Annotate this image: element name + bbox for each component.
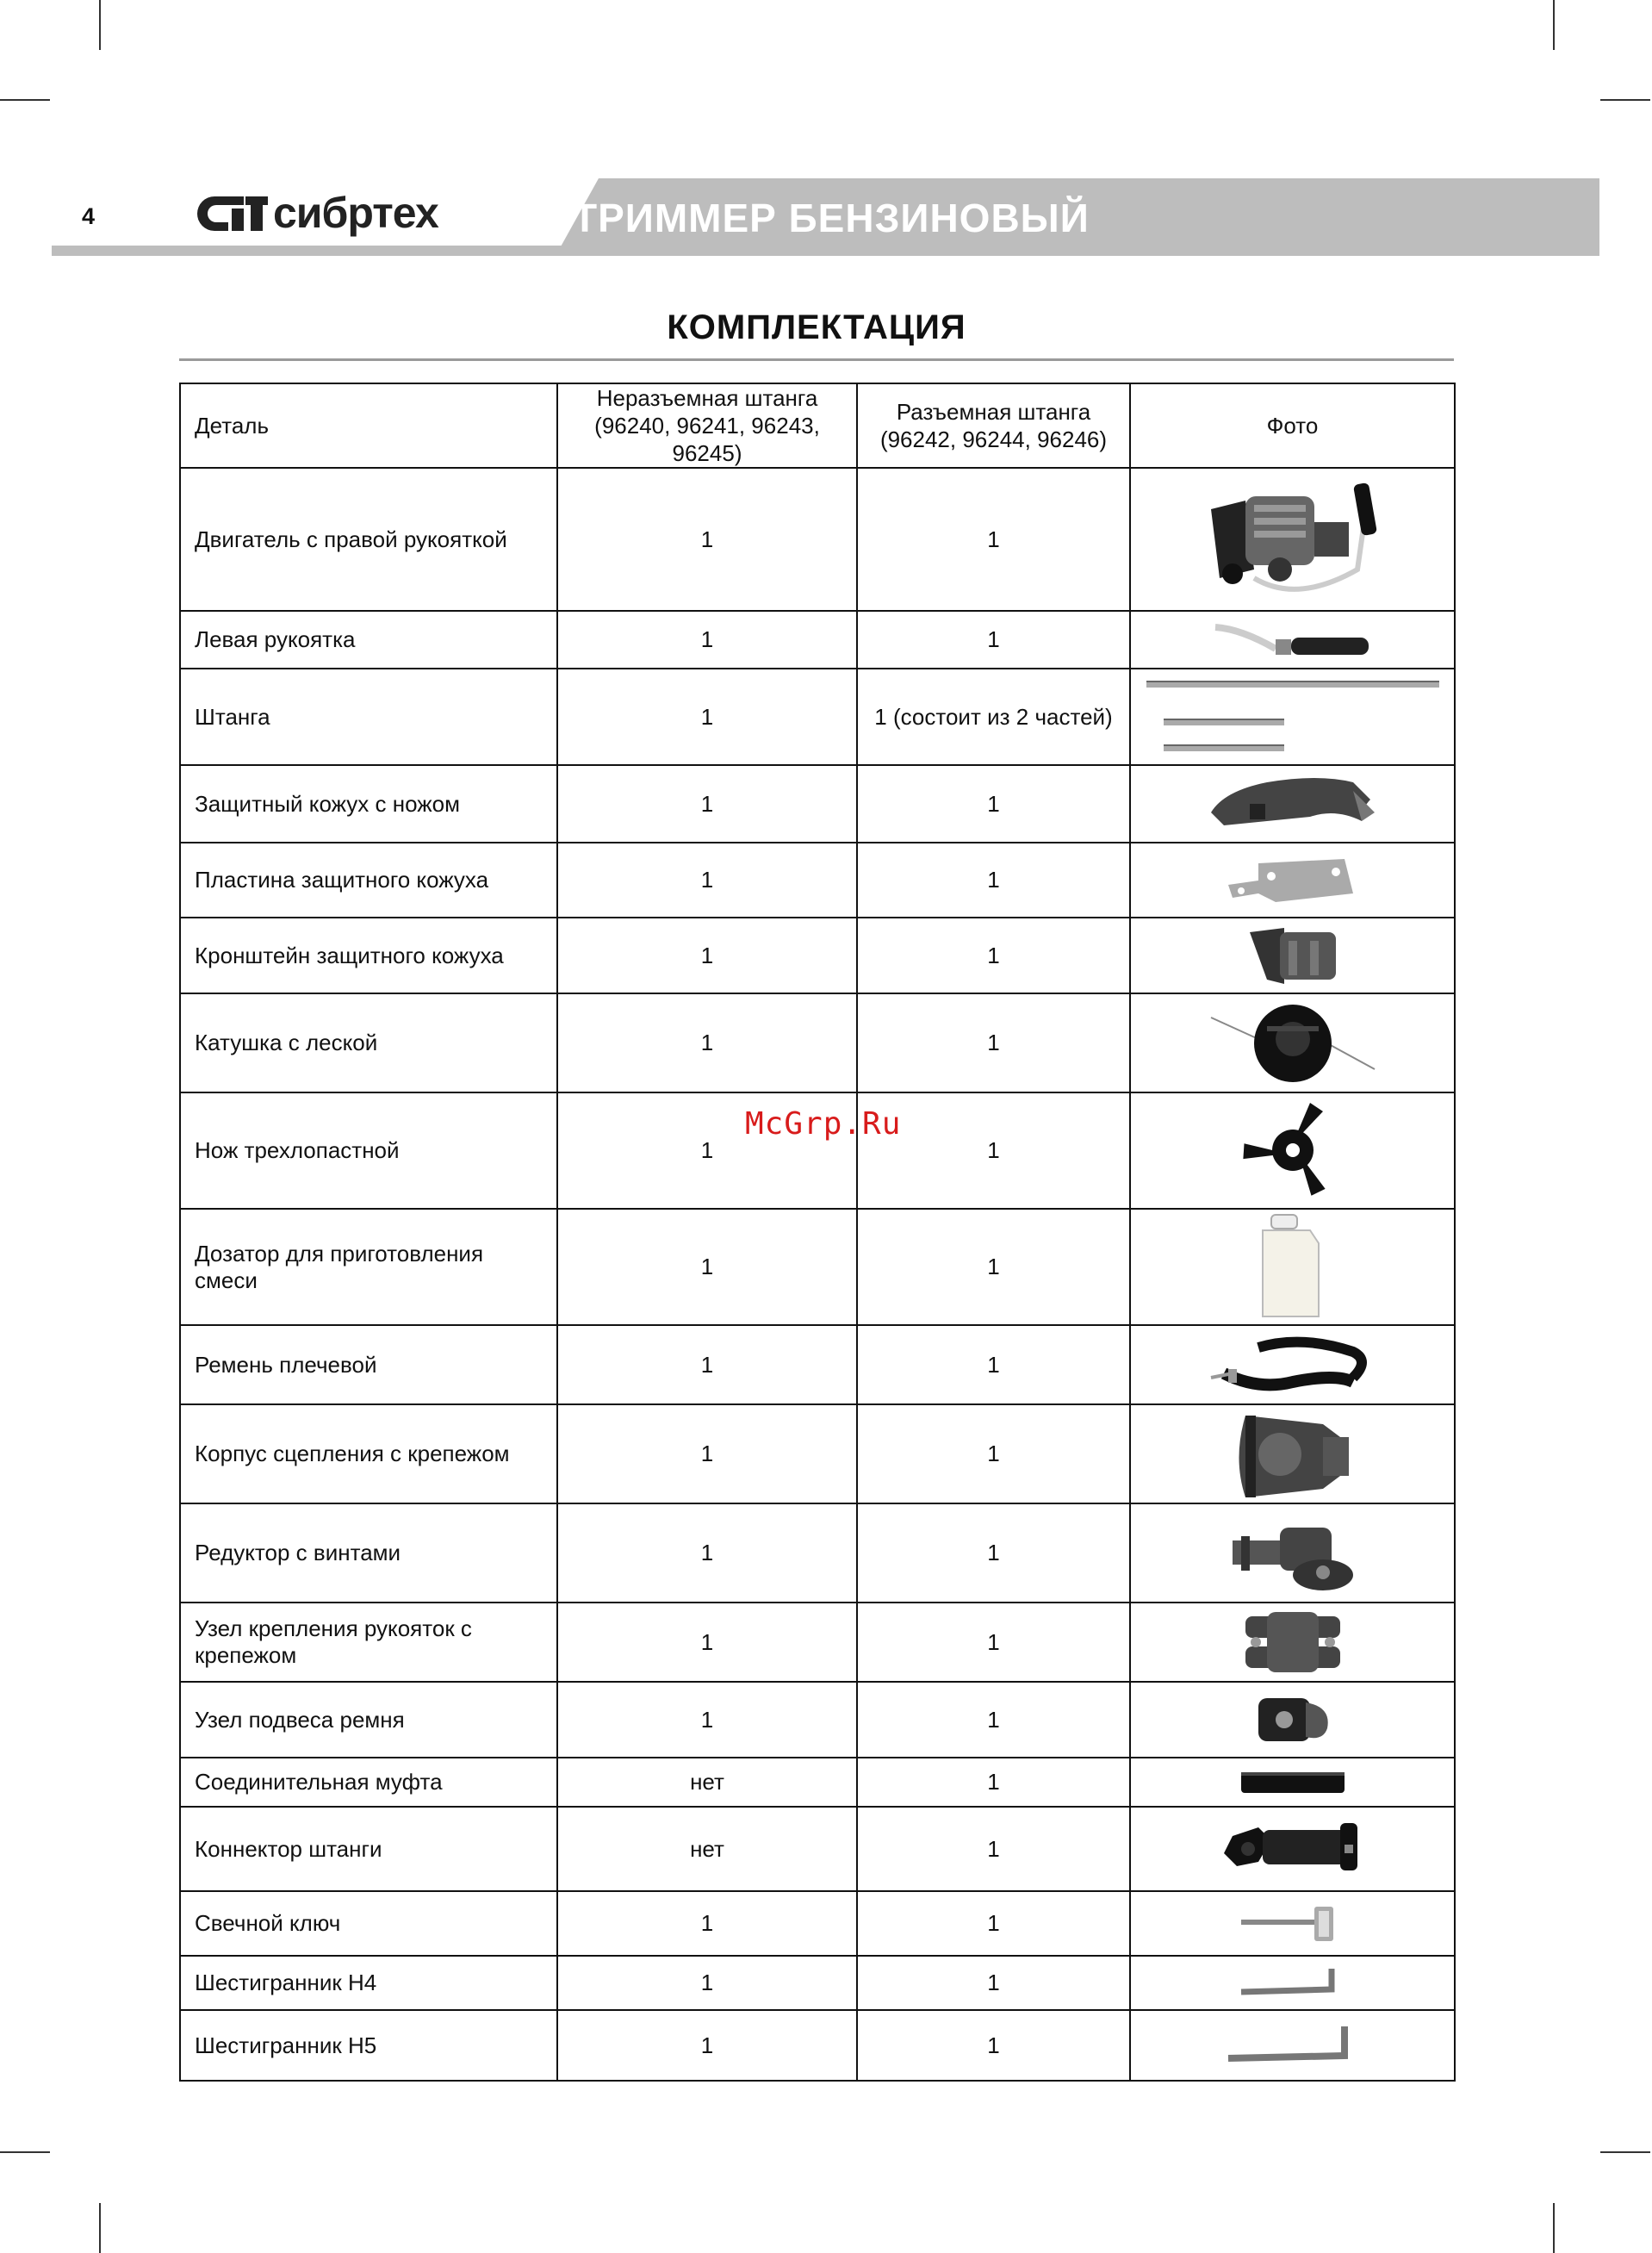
part-photo: [1130, 993, 1455, 1092]
part-name: Шестигранник H4: [180, 1956, 557, 2010]
strap-hanger-icon: [1131, 1690, 1454, 1750]
table-row: [180, 611, 1455, 669]
equipment-table: [179, 383, 1456, 2082]
part-name: Коннектор штанги: [180, 1807, 557, 1891]
split-shaft-qty: 1: [857, 993, 1130, 1092]
fixed-shaft-qty: 1: [557, 2010, 857, 2081]
header-underline: [52, 246, 1599, 256]
fixed-shaft-qty: 1: [557, 611, 857, 669]
part-photo: [1130, 918, 1455, 993]
part-name: Ремень плечевой: [180, 1325, 557, 1404]
part-name: Корпус сцепления с крепежом: [180, 1404, 557, 1503]
part-name: Нож трехлопастной: [180, 1092, 557, 1209]
table-row: [180, 1603, 1455, 1682]
split-shaft-qty: 1: [857, 1404, 1130, 1503]
part-name: Редуктор с винтами: [180, 1503, 557, 1603]
split-shaft-qty: 1: [857, 1209, 1130, 1325]
part-photo: [1130, 468, 1455, 611]
page-number: 4: [82, 203, 96, 229]
fixed-shaft-qty: 1: [557, 843, 857, 918]
table-row: [180, 1404, 1455, 1503]
shaft-icon: [1131, 674, 1454, 760]
split-shaft-qty: 1: [857, 468, 1130, 611]
header-photo: Фото: [1130, 383, 1455, 468]
part-photo: [1130, 843, 1455, 918]
split-shaft-qty: 1: [857, 1758, 1130, 1807]
part-photo: [1130, 1956, 1455, 2010]
trimmer-head-icon: [1131, 1000, 1454, 1086]
fixed-shaft-qty: 1: [557, 1092, 857, 1209]
part-name: Узел крепления рукояток с крепежом: [180, 1603, 557, 1682]
part-photo: [1130, 1404, 1455, 1503]
table-row: [180, 2010, 1455, 2081]
part-photo: [1130, 765, 1455, 843]
part-name: Левая рукоятка: [180, 611, 557, 669]
crop-mark: [1600, 2151, 1650, 2153]
fixed-shaft-qty: 1: [557, 1404, 857, 1503]
table-row: [180, 468, 1455, 611]
brand-name: сибртех: [273, 189, 438, 237]
fixed-shaft-qty: 1: [557, 1603, 857, 1682]
part-photo: [1130, 669, 1455, 765]
hex-key-h4-icon: [1131, 1962, 1454, 2005]
header-fixed-shaft: Неразъемная штанга (96240, 96241, 96243, 96245): [557, 383, 857, 468]
split-shaft-qty: 1: [857, 1325, 1130, 1404]
table-row: [180, 918, 1455, 993]
split-shaft-qty: 1: [857, 765, 1130, 843]
part-photo: [1130, 1758, 1455, 1807]
three-blade-icon: [1131, 1097, 1454, 1204]
table-row: [180, 843, 1455, 918]
part-name: Двигатель с правой рукояткой: [180, 468, 557, 611]
gearbox-icon: [1131, 1510, 1454, 1596]
crop-mark: [1553, 0, 1555, 50]
engine-icon: [1131, 475, 1454, 604]
split-shaft-qty: 1 (состоит из 2 частей): [857, 669, 1130, 765]
split-shaft-qty: 1: [857, 1503, 1130, 1603]
crop-mark: [99, 0, 101, 50]
table-row: [180, 1682, 1455, 1758]
document-title: ТРИММЕР БЕНЗИНОВЫЙ: [573, 196, 1090, 240]
part-name: Соединительная муфта: [180, 1758, 557, 1807]
fixed-shaft-qty: 1: [557, 765, 857, 843]
table-row: [180, 1807, 1455, 1891]
part-photo: [1130, 1682, 1455, 1758]
header-split-shaft: Разъемная штанга (96242, 96244, 96246): [857, 383, 1130, 468]
part-photo: [1130, 1807, 1455, 1891]
split-shaft-qty: 1: [857, 1682, 1130, 1758]
part-name: Кронштейн защитного кожуха: [180, 918, 557, 993]
table-header-row: [180, 383, 1455, 468]
coupling-sleeve-icon: [1131, 1765, 1454, 1800]
fixed-shaft-qty: нет: [557, 1807, 857, 1891]
split-shaft-qty: 1: [857, 918, 1130, 993]
fixed-shaft-qty: 1: [557, 1209, 857, 1325]
crop-mark: [1600, 99, 1650, 101]
part-photo: [1130, 1325, 1455, 1404]
split-shaft-qty: 1: [857, 1603, 1130, 1682]
part-photo: [1130, 611, 1455, 669]
brand-logo: [194, 188, 469, 238]
spark-plug-wrench-icon: [1131, 1902, 1454, 1945]
fixed-shaft-qty: 1: [557, 1956, 857, 2010]
shoulder-strap-icon: [1131, 1330, 1454, 1399]
fixed-shaft-qty: 1: [557, 1503, 857, 1603]
hex-key-h5-icon: [1131, 2020, 1454, 2071]
guard-icon: [1131, 774, 1454, 834]
fixed-shaft-qty: 1: [557, 468, 857, 611]
fixed-shaft-qty: 1: [557, 993, 857, 1092]
part-photo: [1130, 1603, 1455, 1682]
split-shaft-qty: 1: [857, 611, 1130, 669]
part-photo: [1130, 1092, 1455, 1209]
split-shaft-qty: 1: [857, 1891, 1130, 1956]
watermark: McGrp.Ru: [745, 1106, 902, 1142]
part-photo: [1130, 1891, 1455, 1956]
part-name: Узел подвеса ремня: [180, 1682, 557, 1758]
part-name: Шестигранник H5: [180, 2010, 557, 2081]
part-name: Катушка с леской: [180, 993, 557, 1092]
fixed-shaft-qty: нет: [557, 1758, 857, 1807]
part-photo: [1130, 2010, 1455, 2081]
split-shaft-qty: 1: [857, 843, 1130, 918]
brand-mark-icon: [194, 193, 268, 233]
split-shaft-qty: 1: [857, 1956, 1130, 2010]
table-row: [180, 1758, 1455, 1807]
guard-plate-icon: [1131, 855, 1454, 906]
handle-mount-icon: [1131, 1608, 1454, 1677]
crop-mark: [99, 2203, 101, 2253]
split-shaft-qty: 1: [857, 1092, 1130, 1209]
part-name: Защитный кожух с ножом: [180, 765, 557, 843]
fixed-shaft-qty: 1: [557, 1682, 857, 1758]
table-row: [180, 1209, 1455, 1325]
table-row: [180, 1325, 1455, 1404]
clutch-housing-icon: [1131, 1407, 1454, 1502]
table-row: [180, 1503, 1455, 1603]
section-rule: [179, 358, 1454, 361]
mixing-bottle-icon: [1131, 1213, 1454, 1321]
guard-bracket-icon: [1131, 924, 1454, 988]
section-title: КОМПЛЕКТАЦИЯ: [667, 308, 966, 346]
part-name: Пластина защитного кожуха: [180, 843, 557, 918]
part-photo: [1130, 1209, 1455, 1325]
part-name: Штанга: [180, 669, 557, 765]
split-shaft-qty: 1: [857, 2010, 1130, 2081]
fixed-shaft-qty: 1: [557, 1325, 857, 1404]
crop-mark: [0, 2151, 50, 2153]
split-shaft-qty: 1: [857, 1807, 1130, 1891]
table-row: [180, 765, 1455, 843]
part-photo: [1130, 1503, 1455, 1603]
header-part: Деталь: [180, 383, 557, 468]
part-name: Свечной ключ: [180, 1891, 557, 1956]
fixed-shaft-qty: 1: [557, 1891, 857, 1956]
part-name: Дозатор для приготовления смеси: [180, 1209, 557, 1325]
fixed-shaft-qty: 1: [557, 918, 857, 993]
crop-mark: [0, 99, 50, 101]
left-handle-icon: [1131, 619, 1454, 662]
table-row: [180, 669, 1455, 765]
fixed-shaft-qty: 1: [557, 669, 857, 765]
table-row: [180, 1956, 1455, 2010]
table-row: [180, 993, 1455, 1092]
shaft-connector-icon: [1131, 1814, 1454, 1883]
crop-mark: [1553, 2203, 1555, 2253]
table-row: [180, 1891, 1455, 1956]
